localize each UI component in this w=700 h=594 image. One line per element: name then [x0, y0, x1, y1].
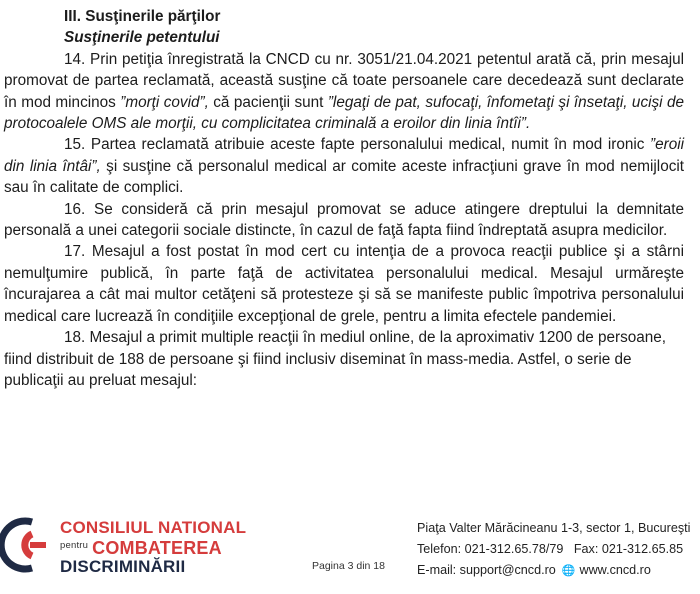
paragraph-14-quote-2: ”legaţi de pat, sufocaţi, înfometaţi şi însetaţi, ucişi de protocoalele OMS ale morţii, cu complicitatea criminală a eroilor din linia întîi”.	[4, 93, 684, 133]
paragraph-15	[4, 134, 684, 198]
paragraph-15-quote: ”eroii din linia întâi”,	[4, 136, 684, 175]
email-web-row	[417, 560, 700, 582]
paragraph-15-text-a: 15. Partea reclamată atribuie aceste fapte personalului medical, numit în mod ironic	[64, 136, 650, 154]
paragraph-14-quote-1: ”morţi covid”,	[120, 93, 209, 111]
org-name-line-2	[60, 537, 246, 557]
website-link[interactable]: www.cncd.ro	[579, 563, 651, 577]
org-name-combaterea: COMBATEREA	[92, 538, 222, 558]
paragraph-18: 18. Mesajul a primit multiple reacţii în mediul online, de la aproximativ 1200 de persoane, fiind distribuit de 188 de persoane şi fiind inclusiv diseminat în mass-media. Astfel, o serie de publicaţii au preluat mesajul:	[4, 329, 666, 389]
paragraph-14-text-a: 14. Prin petiţia înregistrată la CNCD cu nr. 3051/21.04.2021 petentul arată că, prin mesajul promovat de partea reclamată, această susţine că toate persoanele care decedează sunt declarate în mod mincinos	[4, 50, 684, 111]
paragraph-16: 16. Se consideră că prin mesajul promovat se aduce atingere dreptului la demnitate personală a unei categorii sociale distincte, în cazul de faţă fapta fiind îndreptată asupra medicilor.	[4, 200, 684, 240]
contact-info	[417, 518, 700, 582]
document-body	[4, 6, 684, 391]
paragraph-14	[4, 49, 684, 135]
org-name-line-1: CONSILIUL NATIONAL	[60, 518, 247, 537]
paragraph-15-text-b: şi susţine că personalul medical ar comite aceste infracţiuni grave în mod nemijlocit sau în calitate de complici.	[4, 157, 684, 197]
paragraph-14-text-b: că pacienţii sunt	[208, 93, 328, 111]
address: Piaţa Valter Mărăcineanu 1-3, sector 1, Bucureşti	[417, 521, 691, 535]
org-name-line-3: DISCRIMINĂRII	[60, 557, 186, 576]
paragraph-17: 17. Mesajul a fost postat în mod cert cu intenţia de a provoca reacţii publice şi a stârni nemulţumire publică, în parte faţă de activitatea personalului medical. Mesajul urmăreşte încurajarea a cât mai multor cetăţeni să protesteze şi să se manifeste public împotriva personalului medical care lucrează în condiţiile excepţional de grele, pentru a limita efectele pandemiei.	[4, 243, 684, 325]
phone-fax-row	[417, 539, 700, 560]
section-subheading: Susţinerile petentului	[64, 29, 220, 47]
organization-name	[60, 519, 246, 575]
globe-icon: 🌐	[561, 565, 576, 577]
org-name-pentru: pentru	[60, 540, 89, 551]
cncd-logo	[0, 516, 56, 574]
fax: Fax: 021-312.65.85	[573, 542, 684, 556]
email-link[interactable]: E-mail: support@cncd.ro	[417, 563, 556, 577]
phone: Telefon: 021-312.65.78/79	[417, 542, 564, 556]
section-heading: III. Susţinerile părţilor	[64, 8, 221, 25]
page-number: Pagina 3 din 18	[312, 560, 385, 572]
